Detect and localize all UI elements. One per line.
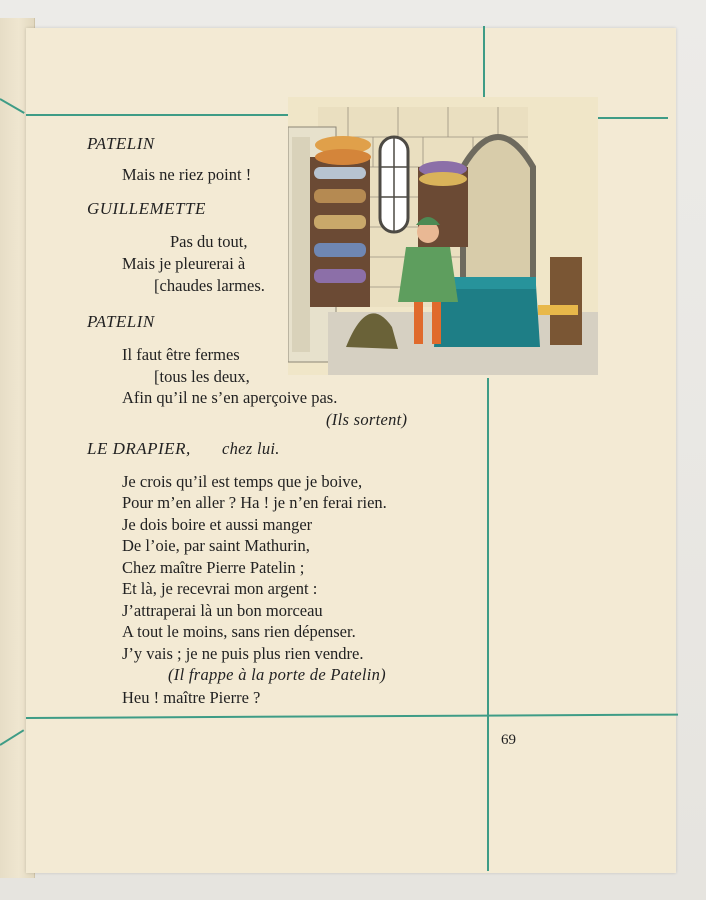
line-drapier-7: J’attraperai là un bon morceau — [122, 601, 323, 620]
line-drapier-10: Heu ! maître Pierre ? — [122, 688, 261, 707]
line-drapier-1: Je crois qu’il est temps que je boive, — [122, 472, 363, 491]
speaker-patelin: PATELIN — [87, 134, 155, 153]
line-drapier-2: Pour m’en aller ? Ha ! je n’en ferai rien. — [122, 493, 387, 512]
line-drapier-9: J’y vais ; je ne puis plus rien vendre. — [122, 644, 364, 663]
speaker-location: chez lui. — [222, 439, 280, 458]
top-rule-left — [26, 114, 288, 116]
line-drapier-3: Je dois boire et aussi manger — [122, 515, 313, 534]
page-number: 69 — [501, 732, 516, 748]
stage-direction-1: (Ils sortent) — [326, 410, 408, 429]
line-drapier-6: Et là, je recevrai mon argent : — [122, 579, 318, 598]
illustration-draper-shop — [288, 97, 598, 375]
top-rule-right — [598, 117, 668, 119]
line-guillemette-3: [chaudes larmes. — [154, 276, 265, 295]
line-drapier-8: A tout le moins, sans rien dépenser. — [122, 622, 356, 641]
line-patelin-2-3: Afin qu’il ne s’en aperçoive pas. — [122, 388, 338, 407]
speaker-le-drapier: LE DRAPIER, — [87, 439, 191, 458]
line-patelin-1: Mais ne riez point ! — [122, 165, 252, 184]
vertical-rule-bottom — [487, 378, 489, 871]
vertical-rule-top — [483, 26, 485, 97]
line-guillemette-1: Pas du tout, — [170, 232, 248, 251]
stage-direction-2: (Il frappe à la porte de Patelin) — [168, 665, 386, 684]
speaker-guillemette: GUILLEMETTE — [87, 199, 206, 218]
line-guillemette-2: Mais je pleurerai à — [122, 254, 246, 273]
line-drapier-4: De l’oie, par saint Mathurin, — [122, 536, 310, 555]
line-patelin-2-1: Il faut être fermes — [122, 345, 240, 364]
speaker-patelin-2: PATELIN — [87, 312, 155, 331]
line-patelin-2-2: [tous les deux, — [154, 367, 250, 386]
line-drapier-5: Chez maître Pierre Patelin ; — [122, 558, 305, 577]
